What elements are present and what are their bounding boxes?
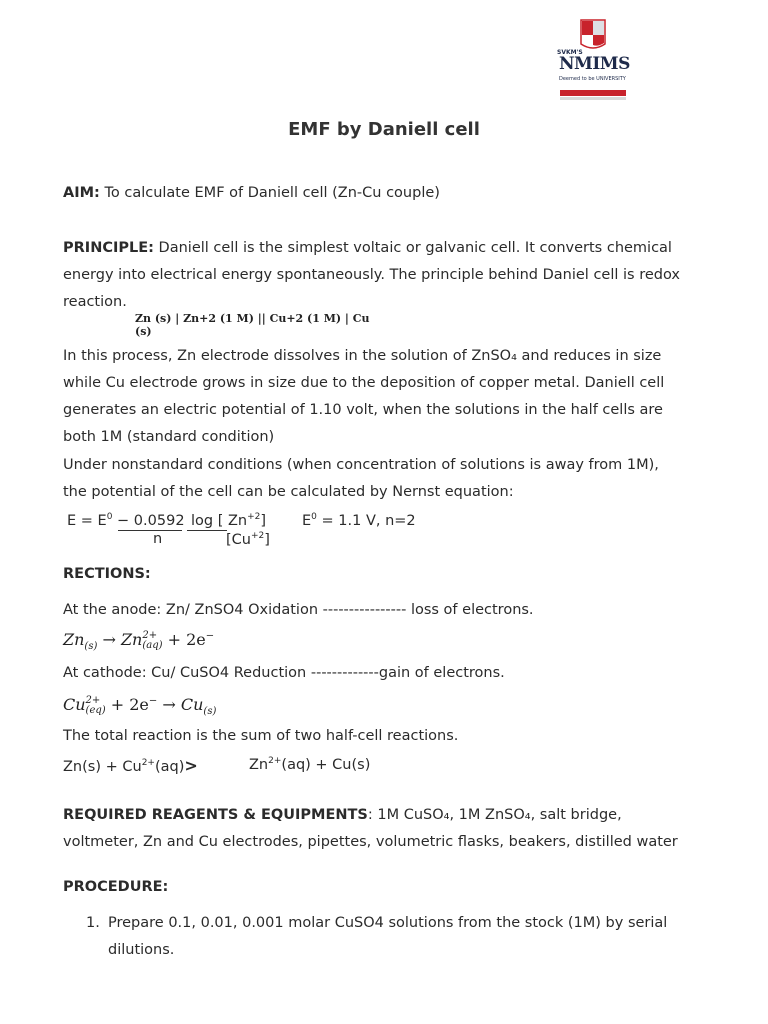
reagents-line-2: voltmeter, Zn and Cu electrodes, pipettes, volumetric flasks, beakers, distilled water xyxy=(63,834,678,850)
reagents-line-1: REQUIRED REAGENTS & EQUIPMENTS: 1M CuSO₄, 1M ZnSO₄, salt bridge, xyxy=(63,807,622,823)
reaction-arrow: > xyxy=(184,756,198,775)
nmims-logo xyxy=(555,18,631,110)
process-line-4: both 1M (standard condition) xyxy=(63,429,275,445)
aim-label: AIM: xyxy=(63,185,100,201)
reactions-heading: RECTIONS: xyxy=(63,566,151,582)
procedure-item-line-2: dilutions. xyxy=(108,942,175,958)
total-reaction-products: $Zn^{2+}(aq) + Cu(s)$ xyxy=(249,756,371,773)
nernst-log-numerator: log [ $Zn^{+2}$] xyxy=(191,512,267,529)
logo-brand: NMIMS xyxy=(559,54,630,74)
principle-line-3: reaction. xyxy=(63,294,127,310)
logo-tagline: Deemed to be UNIVERSITY xyxy=(559,76,626,82)
nernst-equation: $E = E^0 - 0.0592$ xyxy=(67,512,185,529)
nernst-denominator-n: n xyxy=(153,531,163,547)
logo-brand-small: SVKM'S xyxy=(557,49,583,56)
procedure-item-number: 1. xyxy=(86,915,100,931)
process-line-3: generates an electric potential of 1.10 volt, when the solutions in the half cells are xyxy=(63,402,663,418)
principle-label: PRINCIPLE: xyxy=(63,240,154,256)
standard-potential: $E^0 = 1.1$ V, n=2 xyxy=(302,512,416,529)
cell-notation: Zn (s) | Zn+2 (1 M) || Cu+2 (1 M) | Cu (s) xyxy=(135,312,370,338)
procedure-heading: PROCEDURE: xyxy=(63,879,169,895)
nernst-denominator-cu: $[Cu^{+2}]$ xyxy=(226,531,270,548)
process-line-1: In this process, Zn electrode dissolves in the solution of ZnSO₄ and reduces in size xyxy=(63,348,662,364)
reagents-label: REQUIRED REAGENTS & EQUIPMENTS xyxy=(63,807,368,823)
anode-text: At the anode: Zn/ ZnSO4 Oxidation ---------------- loss of electrons. xyxy=(63,602,534,618)
principle-line-2: energy into electrical energy spontaneously. The principle behind Daniel cell is redox xyxy=(63,267,680,283)
total-reaction-text: The total reaction is the sum of two half-cell reactions. xyxy=(63,728,459,744)
process-line-2: while Cu electrode grows in size due to the deposition of copper metal. Daniell cell xyxy=(63,375,665,391)
aim-line xyxy=(63,185,440,201)
anode-equation: $Zn_{(s)} \to Zn$ 2+ (aq) + 2e− xyxy=(63,629,215,653)
total-reaction-equation: $Zn(s) + Cu^{2+}(aq)>$ xyxy=(63,756,198,775)
page-title: EMF by Daniell cell xyxy=(288,119,480,140)
process-line-5: Under nonstandard conditions (when concentration of solutions is away from 1M), xyxy=(63,457,659,473)
principle-line-1: PRINCIPLE: Daniell cell is the simplest voltaic or galvanic cell. It converts chemical xyxy=(63,240,672,256)
fraction-bar-1 xyxy=(118,530,182,531)
process-line-6: the potential of the cell can be calculated by Nernst equation: xyxy=(63,484,514,500)
procedure-item-line-1: Prepare 0.1, 0.01, 0.001 molar CuSO4 solutions from the stock (1M) by serial xyxy=(108,915,668,931)
cathode-text: At cathode: Cu/ CuSO4 Reduction -------------gain of electrons. xyxy=(63,665,505,681)
aim-text: To calculate EMF of Daniell cell (Zn-Cu couple) xyxy=(99,185,440,201)
fraction-bar-2 xyxy=(187,530,227,531)
cathode-equation: Cu 2+ (eq) + $2e^- \to Cu_{(s)}$ xyxy=(63,694,217,718)
